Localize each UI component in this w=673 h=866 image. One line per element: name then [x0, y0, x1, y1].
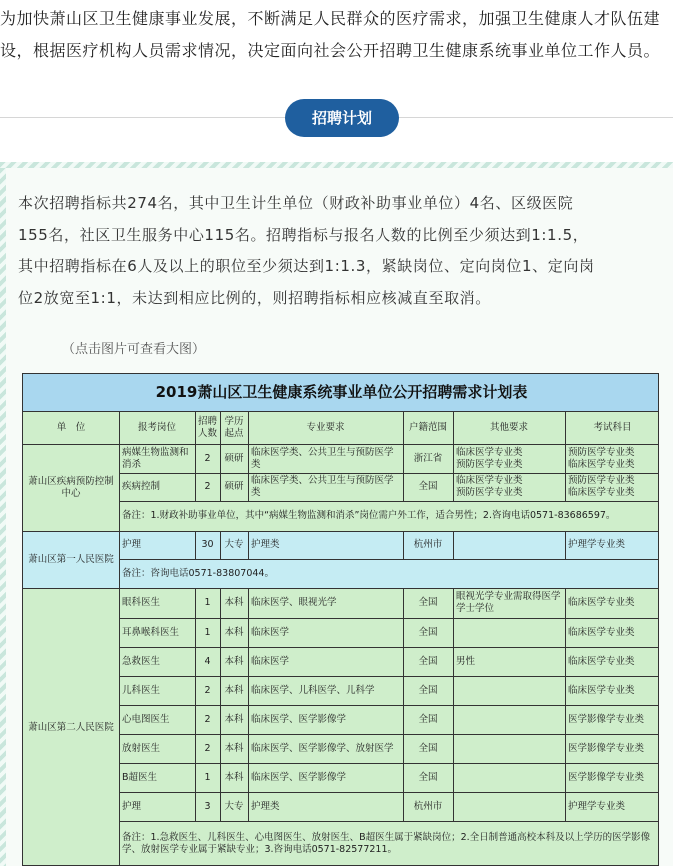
image-hint: （点击图片可查看大图） — [62, 342, 206, 357]
table-cell: 全国 — [418, 684, 438, 696]
table-cell: 急救医生 — [122, 655, 161, 667]
table-cell: 临床医学专业类 预防医学专业类 — [456, 475, 523, 498]
grid-line — [220, 473, 221, 501]
table-cell: 临床医学、儿科医学、儿科学 — [251, 684, 375, 696]
table-cell: 全国 — [418, 713, 438, 725]
grid-line — [248, 473, 249, 501]
table-cell: 大专 — [224, 800, 244, 812]
grid-line — [220, 705, 221, 734]
grid-line — [195, 444, 196, 473]
table-cell: 2 — [204, 481, 211, 492]
table-cell: 本科 — [224, 771, 244, 783]
grid-line — [195, 763, 196, 792]
table-note: 备注：咨询电话0571-83807044。 — [122, 567, 274, 579]
table-cell: 30 — [201, 539, 214, 550]
table-cell: 2 — [204, 742, 211, 754]
table-cell: 本科 — [224, 684, 244, 696]
grid-line — [220, 734, 221, 763]
table-cell: 临床医学 — [251, 626, 290, 638]
table-cell — [453, 618, 565, 647]
table-cell: 护理 — [122, 800, 142, 812]
table-cell: 护理学专业类 — [568, 539, 626, 550]
grid-line — [403, 473, 404, 501]
grid-line — [248, 531, 249, 559]
grid-line — [403, 647, 404, 676]
table-cell: 眼视光学专业需取得医学学士学位 — [456, 591, 561, 614]
table-cell: 4 — [204, 655, 211, 667]
table-cell: 全国 — [418, 481, 438, 492]
table-cell: 临床医学专业类 — [568, 626, 635, 638]
grid-line — [403, 531, 404, 559]
grid-line — [565, 734, 566, 763]
table-cell: 3 — [204, 800, 211, 812]
grid-line — [119, 411, 120, 444]
grid-line — [248, 792, 249, 821]
grid-line — [220, 647, 221, 676]
grid-line — [248, 705, 249, 734]
panel-stripe — [0, 168, 6, 866]
table-cell: 儿科医生 — [122, 684, 161, 696]
grid-line — [453, 734, 454, 763]
table-cell — [453, 734, 565, 763]
grid-line — [119, 531, 659, 532]
table-cell: 本科 — [224, 713, 244, 725]
table-cell: 临床医学专业类 — [568, 655, 635, 667]
intro-line-1: 为加快萧山区卫生健康事业发展，不断满足人民群众的医疗需求，加强卫生健康人才队伍建 — [0, 9, 661, 28]
table-cell: 1 — [204, 626, 211, 638]
para-line-4: 位2放宽至1:1，未达到相应比例的，则招聘指标相应核减直至取消。 — [18, 288, 491, 307]
grid-line — [195, 647, 196, 676]
grid-line — [403, 588, 404, 618]
table-cell: 全国 — [418, 626, 438, 638]
table-cell: 医学影像学专业类 — [568, 713, 645, 725]
table-cell: 2 — [204, 452, 211, 464]
grid-line — [248, 676, 249, 705]
grid-line — [565, 647, 566, 676]
table-cell: 临床医学类、公共卫生与预防医学类 — [251, 475, 394, 498]
plan-paragraph — [18, 188, 658, 314]
table-cell — [453, 531, 565, 559]
grid-line — [453, 763, 454, 792]
para-line-2: 155名，社区卫生服务中心115名。招聘指标与报名人数的比例至少须达到1:1.5， — [18, 225, 589, 244]
grid-line — [195, 734, 196, 763]
table-cell: 耳鼻喉科医生 — [122, 626, 180, 638]
table-header-cell: 报考岗位 — [137, 421, 176, 433]
grid-line — [248, 763, 249, 792]
table-cell: 全国 — [418, 655, 438, 667]
table-cell: 大专 — [224, 539, 244, 550]
table-cell: 临床医学、眼视光学 — [251, 597, 337, 608]
table-cell: 1 — [204, 597, 211, 608]
table-cell: 病媒生物监测和消杀 — [122, 446, 189, 470]
grid-line — [403, 676, 404, 705]
recruitment-plan-badge: 招聘计划 — [285, 99, 399, 137]
grid-line — [403, 763, 404, 792]
grid-line — [195, 618, 196, 647]
table-cell: 2 — [204, 684, 211, 696]
grid-line — [565, 531, 566, 559]
table-cell: 临床医学专业类 — [568, 597, 635, 608]
table-note: 备注：1.财政补助事业单位，其中“病媒生物监测和消杀”岗位需户外工作，适合男性；2.咨询电话0571-83686597。 — [122, 510, 616, 521]
table-cell: 杭州市 — [413, 539, 443, 550]
table-header-cell: 专业要求 — [306, 421, 345, 433]
grid-line — [119, 588, 659, 589]
grid-line — [248, 647, 249, 676]
grid-line — [453, 618, 454, 647]
table-cell: 心电图医生 — [122, 713, 170, 725]
table-cell: 放射医生 — [122, 742, 161, 754]
table-cell: 医学影像学专业类 — [568, 771, 645, 783]
grid-line — [403, 411, 404, 444]
table-cell: 2 — [204, 713, 211, 725]
grid-line — [403, 444, 404, 473]
grid-line — [195, 531, 196, 559]
table-unit-cell: 萧山区疾病预防控制中心 — [28, 475, 114, 499]
intro-line-2: 设，根据医疗机构人员需求情况，决定面向社会公开招聘卫生健康系统事业单位工作人员。 — [0, 41, 661, 60]
table-cell: 护理类 — [251, 539, 280, 550]
grid-line — [248, 734, 249, 763]
grid-line — [453, 444, 454, 473]
grid-line — [119, 444, 120, 866]
grid-line — [195, 588, 196, 618]
grid-line — [565, 444, 566, 473]
table-cell: 硕研 — [224, 452, 244, 464]
grid-line — [220, 444, 221, 473]
grid-line — [565, 763, 566, 792]
table-unit-cell: 萧山区第一人民医院 — [28, 553, 114, 565]
grid-line — [220, 676, 221, 705]
table-cell: 预防医学专业类 临床医学专业类 — [568, 475, 635, 498]
grid-line — [565, 676, 566, 705]
table-cell: 杭州市 — [413, 800, 443, 812]
table-cell: B超医生 — [122, 771, 158, 783]
grid-line — [453, 647, 454, 676]
grid-line — [403, 734, 404, 763]
table-cell: 本科 — [224, 597, 244, 608]
table-header-cell: 招聘人数 — [198, 415, 218, 439]
table-cell: 眼科医生 — [122, 597, 161, 608]
grid-line — [403, 618, 404, 647]
table-cell: 护理类 — [251, 800, 280, 812]
grid-line — [565, 588, 566, 618]
grid-line — [453, 531, 454, 559]
table-cell: 本科 — [224, 655, 244, 667]
table-cell — [453, 705, 565, 734]
grid-line — [220, 618, 221, 647]
grid-line — [453, 473, 454, 501]
grid-line — [248, 618, 249, 647]
table-unit-cell: 萧山区第二人民医院 — [28, 721, 114, 733]
table-cell — [453, 792, 565, 821]
table-header-cell: 单 位 — [56, 421, 86, 433]
grid-line — [248, 411, 249, 444]
table-cell: 全国 — [418, 742, 438, 754]
table-cell: 本科 — [224, 742, 244, 754]
grid-line — [565, 618, 566, 647]
table-cell: 预防医学专业类 临床医学专业类 — [568, 446, 635, 470]
grid-line — [248, 444, 249, 473]
table-title: 2019萧山区卫生健康系统事业单位公开招聘需求计划表 — [23, 374, 659, 412]
para-line-3: 其中招聘指标在6人及以上的职位至少须达到1:1.3，紧缺岗位、定向岗位1、定向岗 — [18, 257, 595, 275]
table-cell: 全国 — [418, 771, 438, 783]
recruitment-table-image[interactable] — [22, 373, 659, 866]
plan-panel — [0, 162, 673, 866]
table-header-cell: 户籍范围 — [408, 421, 447, 433]
grid-line — [403, 792, 404, 821]
grid-line — [220, 411, 221, 444]
table-cell — [453, 763, 565, 792]
grid-line — [220, 531, 221, 559]
table-cell: 临床医学 — [251, 655, 290, 667]
grid-line — [453, 411, 454, 444]
grid-line — [220, 792, 221, 821]
table-note: 备注：1.急救医生、儿科医生、心电图医生、放射医生、B超医生属于紧缺岗位；2.全日制普通高校本科及以上学历的医学影像学、放射医学专业属于紧缺专业；3.咨询电话0571-82577211。 — [122, 832, 651, 855]
para-line-1: 本次招聘指标共274名，其中卫生计生单位（财政补助事业单位）4名、区级医院 — [18, 194, 574, 212]
table-cell: 疾病控制 — [122, 481, 161, 492]
table-cell: 护理 — [122, 539, 142, 550]
grid-line — [453, 676, 454, 705]
grid-line — [248, 588, 249, 618]
grid-line — [565, 705, 566, 734]
table-cell: 临床医学专业类 — [568, 684, 635, 696]
grid-line — [565, 473, 566, 501]
grid-line — [453, 792, 454, 821]
table-cell: 全国 — [418, 597, 438, 608]
grid-line — [453, 588, 454, 618]
intro-text — [0, 0, 673, 68]
table-cell: 男性 — [456, 655, 476, 667]
table-cell: 护理学专业类 — [568, 800, 626, 812]
table-cell: 临床医学、医学影像学 — [251, 771, 347, 783]
grid-line — [195, 473, 196, 501]
table-cell: 临床医学、医学影像学 — [251, 713, 347, 725]
grid-line — [403, 705, 404, 734]
grid-line — [195, 676, 196, 705]
grid-line — [195, 792, 196, 821]
table-header-cell: 学历起点 — [224, 415, 244, 439]
table-cell: 1 — [204, 771, 211, 783]
table-cell: 硕研 — [224, 481, 244, 492]
table-cell — [453, 676, 565, 705]
table-header-cell: 其他要求 — [489, 421, 528, 433]
grid-line — [220, 763, 221, 792]
grid-line — [195, 411, 196, 444]
table-cell: 本科 — [224, 626, 244, 638]
grid-line — [195, 705, 196, 734]
grid-line — [220, 588, 221, 618]
grid-line — [453, 705, 454, 734]
grid-line — [565, 792, 566, 821]
table-cell: 临床医学专业类 预防医学专业类 — [456, 446, 523, 470]
table-header-cell: 考试科目 — [593, 421, 632, 433]
table-cell: 临床医学、医学影像学、放射医学 — [251, 742, 394, 754]
table-cell: 浙江省 — [413, 452, 443, 464]
table-cell: 医学影像学专业类 — [568, 742, 645, 754]
grid-line — [565, 411, 566, 444]
table-cell: 临床医学类、公共卫生与预防医学类 — [251, 446, 394, 470]
